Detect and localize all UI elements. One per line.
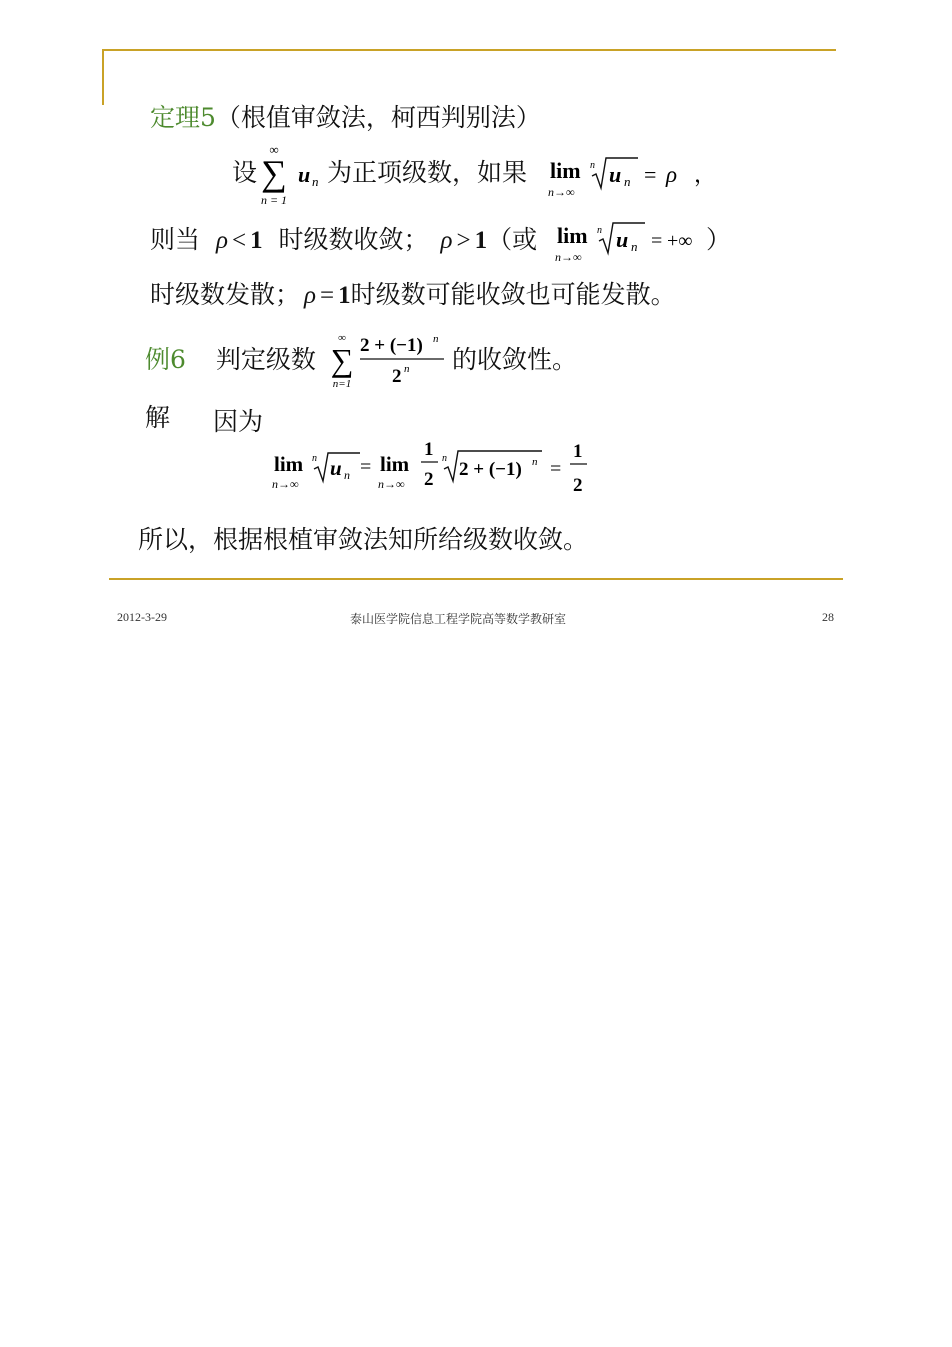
conclusion: 所以，根据根植审敛法知所给级数收敛。 bbox=[138, 525, 589, 554]
example-text: 判定级数 bbox=[215, 345, 316, 374]
text-diverges: 时级数发散； bbox=[150, 280, 301, 309]
radicand: 2 + (−1) bbox=[459, 459, 522, 480]
solution-label: 解 bbox=[145, 403, 171, 432]
term-sub: n bbox=[312, 174, 319, 189]
plus-infinity: +∞ bbox=[667, 230, 693, 252]
root-sub: n bbox=[344, 468, 350, 482]
theorem-line-1-mid bbox=[327, 160, 527, 185]
text-close-paren: ） bbox=[706, 225, 732, 254]
example-tail bbox=[452, 347, 577, 372]
root-index: n bbox=[590, 160, 595, 171]
lim-root-formula-2 bbox=[555, 215, 705, 267]
radicand-exp: n bbox=[532, 456, 538, 468]
gt-sign: > bbox=[456, 227, 471, 254]
lim-text: lim bbox=[274, 452, 304, 476]
footer-org: 泰山医学院信息工程学院高等数学教研室 bbox=[350, 612, 567, 626]
text-or: （或 bbox=[487, 225, 538, 254]
eq-sign: = bbox=[644, 162, 657, 187]
text-converges: 时级数收敛； bbox=[278, 225, 429, 254]
rho: ρ bbox=[304, 282, 317, 309]
frac-denominator: 2 bbox=[392, 366, 402, 387]
solution-formula bbox=[272, 437, 602, 499]
one: 1 bbox=[474, 227, 488, 254]
eq-sign: = bbox=[320, 282, 335, 309]
one: 1 bbox=[250, 227, 263, 254]
half-denominator: 2 bbox=[424, 469, 434, 490]
text-positive-series: 为正项级数，如果 bbox=[327, 158, 528, 187]
root-u: u bbox=[330, 456, 342, 480]
sum-sign: ∑ bbox=[330, 342, 354, 378]
comma: ， bbox=[694, 162, 717, 187]
lim-text: lim bbox=[550, 158, 581, 183]
theorem-line-2 bbox=[150, 227, 537, 253]
theorem-heading bbox=[150, 105, 541, 130]
header-rule-left bbox=[102, 49, 104, 105]
theorem-line-3 bbox=[150, 282, 676, 308]
lim-root-formula-1 bbox=[548, 150, 718, 202]
result-numerator: 1 bbox=[573, 441, 583, 462]
lim-text-2: lim bbox=[380, 452, 410, 476]
result-denominator: 2 bbox=[573, 475, 583, 496]
footer-rule bbox=[109, 578, 843, 580]
lt-sign: < bbox=[231, 227, 247, 254]
sum-lower: n=1 bbox=[332, 378, 352, 390]
lim-text: lim bbox=[557, 223, 588, 248]
lim-sub-2: n→∞ bbox=[378, 477, 405, 491]
root-index: n bbox=[312, 453, 317, 464]
root-index: n bbox=[597, 225, 602, 236]
root-sub: n bbox=[624, 174, 631, 189]
text-uncertain: 时级数可能收敛也可能发散。 bbox=[350, 280, 676, 309]
example-series bbox=[328, 330, 450, 392]
solution-because: 因为 bbox=[213, 407, 264, 436]
sum-upper: ∞ bbox=[338, 332, 346, 344]
lim-sub: n→∞ bbox=[548, 185, 575, 199]
theorem-title: （根值审敛法，柯西判别法） bbox=[215, 103, 541, 132]
root-u: u bbox=[609, 162, 622, 187]
half-numerator: 1 bbox=[424, 439, 434, 460]
one: 1 bbox=[338, 282, 351, 309]
eq-sign: = bbox=[360, 456, 372, 478]
root-u: u bbox=[616, 227, 629, 252]
text-when: 则当 bbox=[150, 225, 201, 254]
header-rule bbox=[102, 49, 836, 51]
frac-numerator: 2 + (−1) bbox=[360, 335, 423, 356]
eq-sign-2: = bbox=[550, 458, 562, 480]
example-heading bbox=[145, 347, 316, 372]
footer-date: 2012-3-29 bbox=[117, 610, 167, 624]
term-u: u bbox=[298, 162, 311, 187]
root-sub: n bbox=[631, 239, 638, 254]
frac-den-exp: n bbox=[404, 363, 410, 375]
theorem-label: 定理5 bbox=[150, 103, 216, 132]
example-text-end: 的收敛性。 bbox=[452, 345, 578, 374]
rho: ρ bbox=[440, 227, 453, 254]
sum-upper: ∞ bbox=[269, 142, 279, 157]
example-label: 例6 bbox=[145, 345, 186, 374]
lim-sub: n→∞ bbox=[272, 477, 299, 491]
theorem-line-1 bbox=[232, 160, 257, 185]
sum-formula bbox=[256, 142, 336, 208]
root-index-2: n bbox=[442, 453, 447, 464]
theorem-line-2-end bbox=[706, 227, 731, 252]
sum-sign: ∑ bbox=[261, 153, 287, 193]
eq-sign: = bbox=[651, 230, 663, 252]
sum-lower: n = 1 bbox=[260, 193, 288, 207]
lim-sub: n→∞ bbox=[555, 250, 582, 264]
rho: ρ bbox=[215, 227, 228, 254]
text-set: 设 bbox=[232, 158, 258, 187]
frac-num-exp: n bbox=[433, 333, 439, 345]
rho: ρ bbox=[666, 162, 678, 187]
footer-page-number: 28 bbox=[822, 610, 834, 624]
